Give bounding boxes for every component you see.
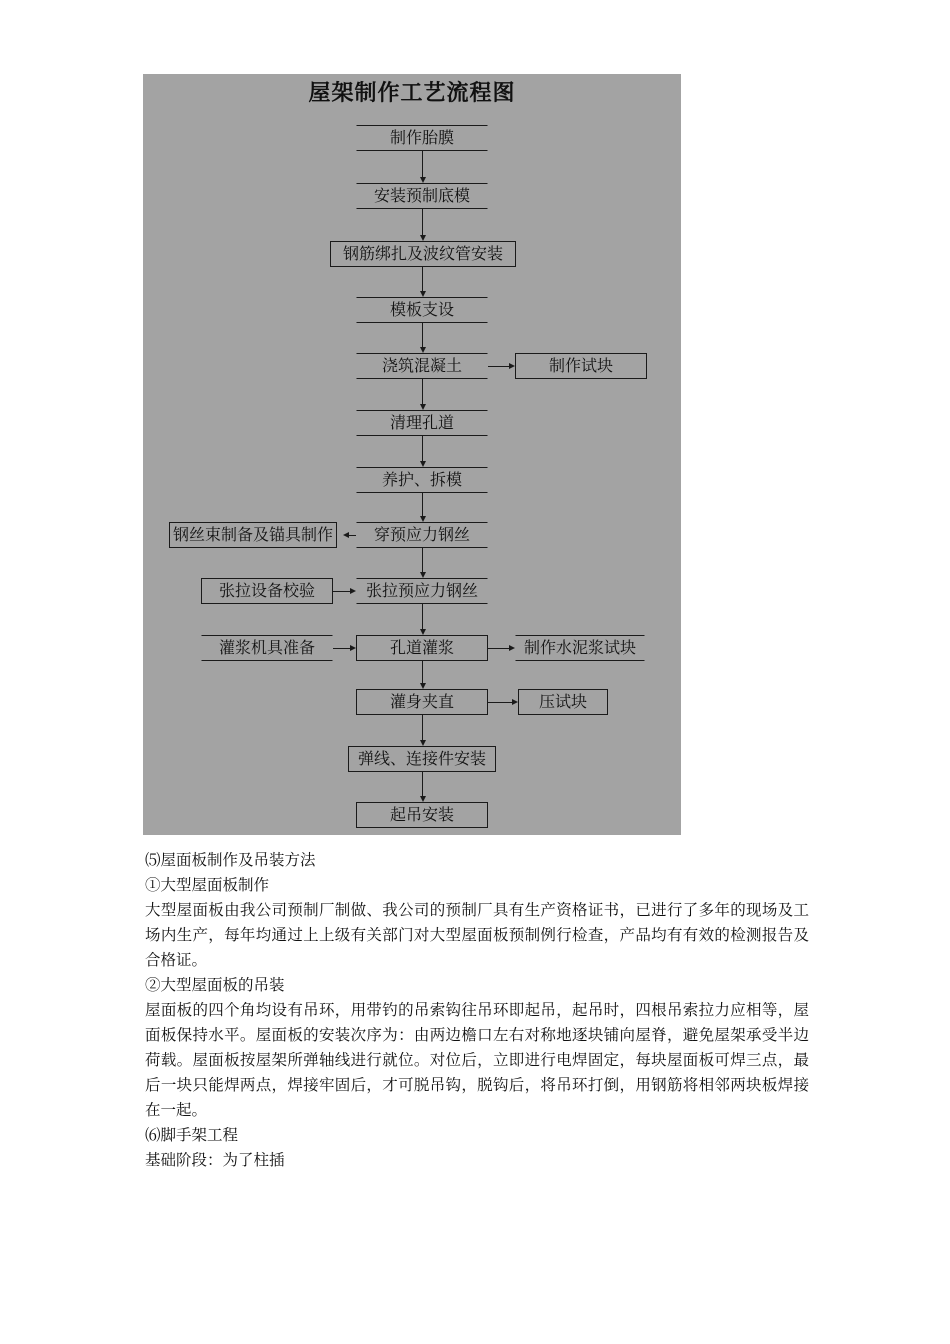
paragraph: 大型屋面板由我公司预制厂制做、我公司的预制厂具有生产资格证书，已进行了多年的现场及工场内生产，每年均通过上上级有关部门对大型屋面板预制例行检查，产品均有有效的检测报告及合格证。 — [145, 901, 809, 969]
flow-side-step: 压试块 — [518, 689, 608, 715]
flow-step: 起吊安装 — [356, 802, 488, 828]
subsection-heading: ②大型屋面板的吊装 — [145, 976, 285, 994]
flow-side-step: 张拉设备校验 — [201, 578, 333, 604]
flow-side-step: 制作试块 — [515, 353, 647, 379]
section-heading: ⑸屋面板制作及吊装方法 — [145, 851, 316, 869]
section-heading: ⑹脚手架工程 — [145, 1126, 239, 1144]
flow-step: 张拉预应力钢丝 — [356, 578, 488, 604]
flow-step: 安装预制底模 — [356, 183, 488, 209]
flow-side-step: 钢丝束制备及锚具制作 — [169, 522, 337, 548]
flow-step: 孔道灌浆 — [356, 635, 488, 661]
flow-side-step: 制作水泥浆试块 — [515, 635, 645, 661]
flow-step: 穿预应力钢丝 — [356, 522, 488, 548]
flow-step: 模板支设 — [356, 297, 488, 323]
flow-step: 浇筑混凝土 — [356, 353, 488, 379]
flow-step: 钢筋绑扎及波纹管安装 — [330, 241, 516, 267]
flow-step: 灌身夹直 — [356, 689, 488, 715]
paragraph: 屋面板的四个角均设有吊环，用带钓的吊索钩往吊环即起吊，起吊时，四根吊索拉力应相等，屋面板保持水平。屋面板的安装次序为：由两边檐口左右对称地逐块铺向屋脊，避免屋架承受半边荷载。屋面板按屋架所弹轴线进行就位。对位后，立即进行电焊固定，每块屋面板可焊三点，最后一块只能焊两点，焊接牢固后，才可脱吊钩，脱钩后，将吊环打倒，用钢筋将相邻两块板焊接在一起。 — [145, 1001, 809, 1119]
flow-step: 清理孔道 — [356, 410, 488, 436]
flow-side-step: 灌浆机具准备 — [201, 635, 333, 661]
subsection-heading: ①大型屋面板制作 — [145, 876, 270, 894]
document-body — [145, 848, 809, 1173]
paragraph: 基础阶段：为了柱插 — [145, 1151, 285, 1169]
flow-step: 养护、拆模 — [356, 467, 488, 493]
flowchart-figure — [143, 74, 681, 835]
flowchart-title: 屋架制作工艺流程图 — [308, 80, 516, 106]
flow-step: 弹线、连接件安装 — [348, 746, 496, 772]
flow-step: 制作胎膜 — [356, 125, 488, 151]
